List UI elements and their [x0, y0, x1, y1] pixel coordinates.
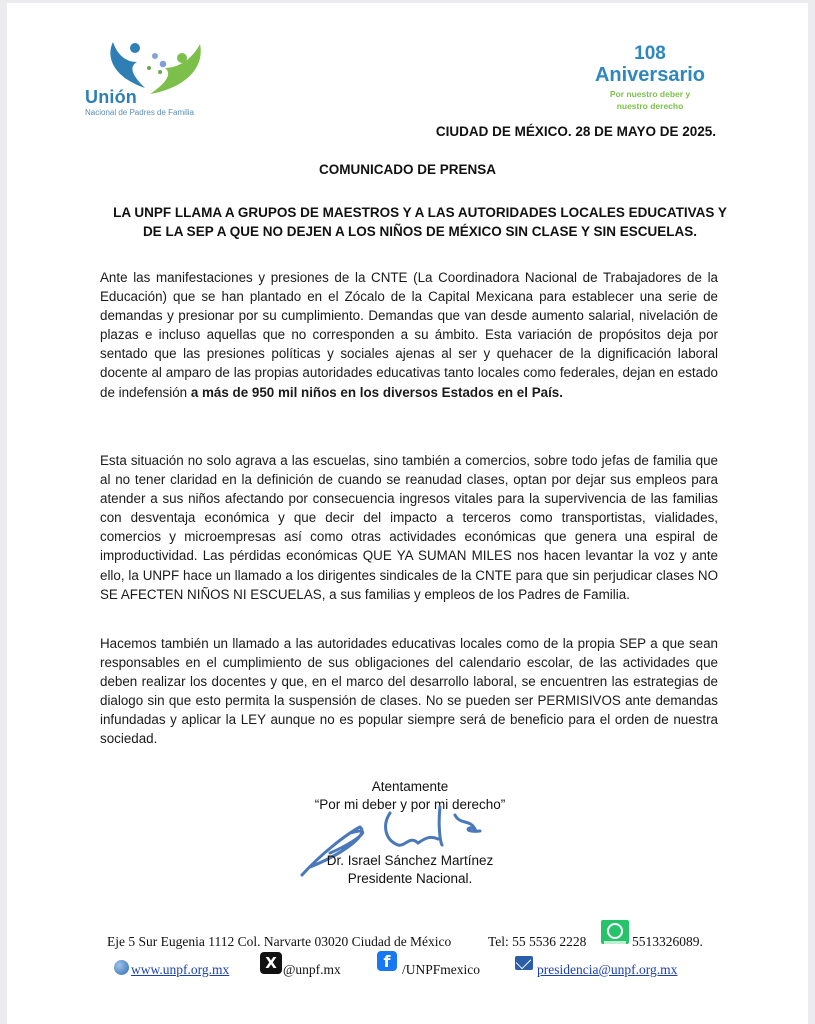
paragraph-1-text: Ante las manifestaciones y presiones de la CNTE (La Coordinadora Nacional de Trabajadores de la Educación) que se han plantado en el Zócalo de la Capital Mexicana para establecer una serie de demandas y presionar por su cumplimiento. Demandas que van desde aumento salarial, nivelación de plazas e incluso aquellas que no corresponden a su ámbito. Esta variación de propósitos deja por sentado que las presiones políticas y sociales ajenas al ser y quehacer de la dignificación laboral docente al amparo de las propias autoridades educativas tanto locales como federales, dejan en estado de indefensión: [100, 270, 718, 400]
anniversary-number: 108: [634, 43, 666, 64]
whatsapp-icon: [601, 920, 629, 944]
paragraph-3: Hacemos también un llamado a las autoridades educativas locales como de la propia SEP a que sean responsables en el cumplimiento de sus obligaciones del calendario escolar, de las actividades que deben realizar los docentes y que, en el marco del desarrollo laboral, se encuentren las estrategias de dialogo sin que esto permita la suspensión de clases. No se pueden ser PERMISIVOS ante demandas infundadas y aplicar la LEY aunque no es popular siempre será de beneficio para el orden de nuestra sociedad.: [100, 636, 718, 747]
whatsapp-number: 5513326089.: [632, 934, 703, 949]
anniversary-motto-line2: nuestro derecho: [616, 101, 684, 111]
paragraph-2: Esta situación no solo agrava a las escuelas, sino también a comercios, sobre todo jefas de familia que al no tener claridad en la definición de cuando se reanudad clases, optan por dejar sus empleos para atender a sus niños afectando por consecuencia ingresos vitales para la supervivencia de las familias con desventaja económica y que decir del impacto a terceros como transportistas, vialidades, comercios y microempresas así como otras actividades económicas que genera una espiral de improductividad. Las pérdidas económicas QUE YA SUMAN MILES nos hacen levantar la voz y ante ello, la UNPF hace un llamado a los dirigentes sindicales de la CNTE para que sin perjudicar clases NO SE AFECTEN NIÑOS NI ESCUELAS, a sus familias y empleos de los Padres de Familia.: [100, 453, 718, 602]
place-date: CIUDAD DE MÉXICO. 28 DE MAYO DE 2025.: [435, 124, 716, 139]
globe-icon: [114, 960, 129, 975]
phone: Tel: 55 5536 2228: [488, 934, 587, 949]
unpf-logo: [85, 38, 245, 128]
anniversary-motto-line1: Por nuestro deber y: [609, 89, 691, 99]
logo-subtitle: Nacional de Padres de Familia: [85, 108, 194, 117]
x-logo-icon: X: [260, 952, 282, 974]
facebook-handle: /UNPFmexico: [402, 962, 481, 977]
address: Eje 5 Sur Eugenia 1112 Col. Narvarte 03020 Ciudad de México: [107, 934, 452, 949]
logo-title: Unión: [85, 87, 137, 107]
facebook-icon: f: [377, 951, 397, 971]
x-handle: @unpf.mx: [283, 962, 341, 977]
signer: [260, 852, 560, 888]
headline: LA UNPF LLAMA A GRUPOS DE MAESTROS Y A LAS AUTORIDADES LOCALES EDUCATIVAS Y DE LA SEP A QUE NO DEJEN A LOS NIÑOS DE MÉXICO SIN CLASE Y SIN ESCUELAS.: [113, 205, 727, 239]
salutation: Atentamente: [371, 779, 449, 794]
signer-title: Presidente Nacional.: [347, 871, 473, 886]
document-kind: COMUNICADO DE PRENSA: [318, 162, 496, 177]
email-link[interactable]: presidencia@unpf.org.mx: [537, 962, 678, 977]
website-link[interactable]: www.unpf.org.mx: [131, 962, 230, 977]
signer-name: Dr. Israel Sánchez Martínez: [326, 853, 494, 868]
closing-motto: “Por mi deber y por mi derecho”: [314, 797, 506, 812]
paragraph-1: [100, 268, 718, 402]
envelope-icon: [515, 956, 533, 970]
paragraph-1-bold: a más de 950 mil niños en los diversos Estados en el País.: [190, 384, 563, 400]
anniversary-badge: [575, 44, 725, 112]
anniversary-word: Aniversario: [594, 64, 706, 86]
